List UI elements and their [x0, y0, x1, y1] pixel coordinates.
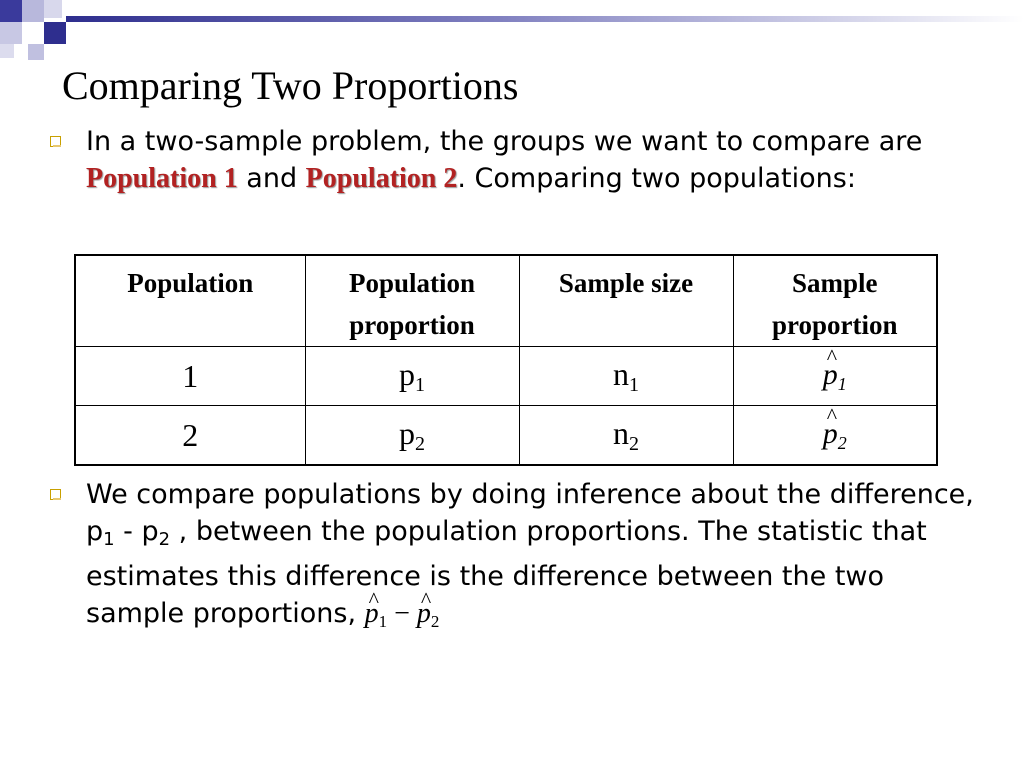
symbol-letter: n	[613, 355, 629, 392]
symbol-subscript: 1	[837, 373, 847, 394]
p-hat-symbol: ^ p	[823, 358, 838, 392]
symbol-letter: p	[399, 355, 415, 392]
subscript: 1	[103, 529, 115, 550]
symbol-subscript: 2	[629, 432, 639, 455]
p-hat-symbol: ^ p	[823, 417, 838, 451]
bullet-inference	[46, 476, 986, 640]
subscript: 2	[158, 529, 171, 550]
bullet-text-segment: , between the population proportions. The statistic that estimates this difference is the difference between the two sample proportions,	[86, 516, 927, 629]
cell-sample-size	[519, 347, 733, 406]
symbol-subscript: 2	[430, 612, 440, 631]
bullet-text-segment: - p	[114, 516, 159, 547]
cell-population-proportion	[305, 406, 519, 466]
minus-sign: −	[387, 598, 417, 629]
bullet-text-segment: . Comparing two populations:	[457, 163, 856, 194]
p-hat-symbol: ^ p	[365, 595, 379, 632]
bullet-text-segment: In a two-sample problem, the groups we want to compare are	[86, 126, 923, 157]
table-row	[75, 406, 937, 466]
header-sample-size: Sample size	[519, 255, 733, 347]
table-header-row	[75, 255, 937, 347]
sample-difference-formula	[365, 598, 440, 629]
comparison-table	[74, 254, 938, 466]
cell-population-proportion	[305, 347, 519, 406]
title-underline-bar	[66, 16, 1024, 22]
symbol-letter: n	[613, 414, 629, 451]
square-bullet-icon	[50, 489, 61, 500]
bullet-text-segment: and	[237, 163, 306, 194]
cell-sample-proportion	[733, 347, 937, 406]
cell-sample-size	[519, 406, 733, 466]
symbol-letter: p	[399, 414, 415, 451]
slide-title: Comparing Two Proportions	[62, 63, 519, 108]
cell-sample-proportion	[733, 406, 937, 466]
bullet-text-segment: We compare populations by doing inference about the difference, p	[86, 479, 974, 547]
table-row	[75, 347, 937, 406]
symbol-subscript: 2	[837, 432, 847, 453]
cell-population: 1	[75, 347, 305, 406]
population-2-highlight: Population 2	[305, 163, 458, 194]
cell-population: 2	[75, 406, 305, 466]
symbol-subscript: 1	[629, 373, 639, 396]
p-hat-symbol: ^ p	[417, 595, 431, 632]
symbol-subscript: 1	[378, 612, 388, 631]
header-population: Population	[75, 255, 305, 347]
square-bullet-icon	[50, 136, 61, 147]
header-sample-proportion: Sample proportion	[733, 255, 937, 347]
bullet-intro	[46, 123, 986, 197]
header-population-proportion: Population proportion	[305, 255, 519, 347]
symbol-subscript: 2	[415, 432, 425, 455]
bullet-inference-text	[86, 476, 986, 640]
bullet-intro-text	[86, 123, 986, 197]
symbol-subscript: 1	[415, 373, 425, 396]
population-1-highlight: Population 1	[86, 163, 238, 194]
